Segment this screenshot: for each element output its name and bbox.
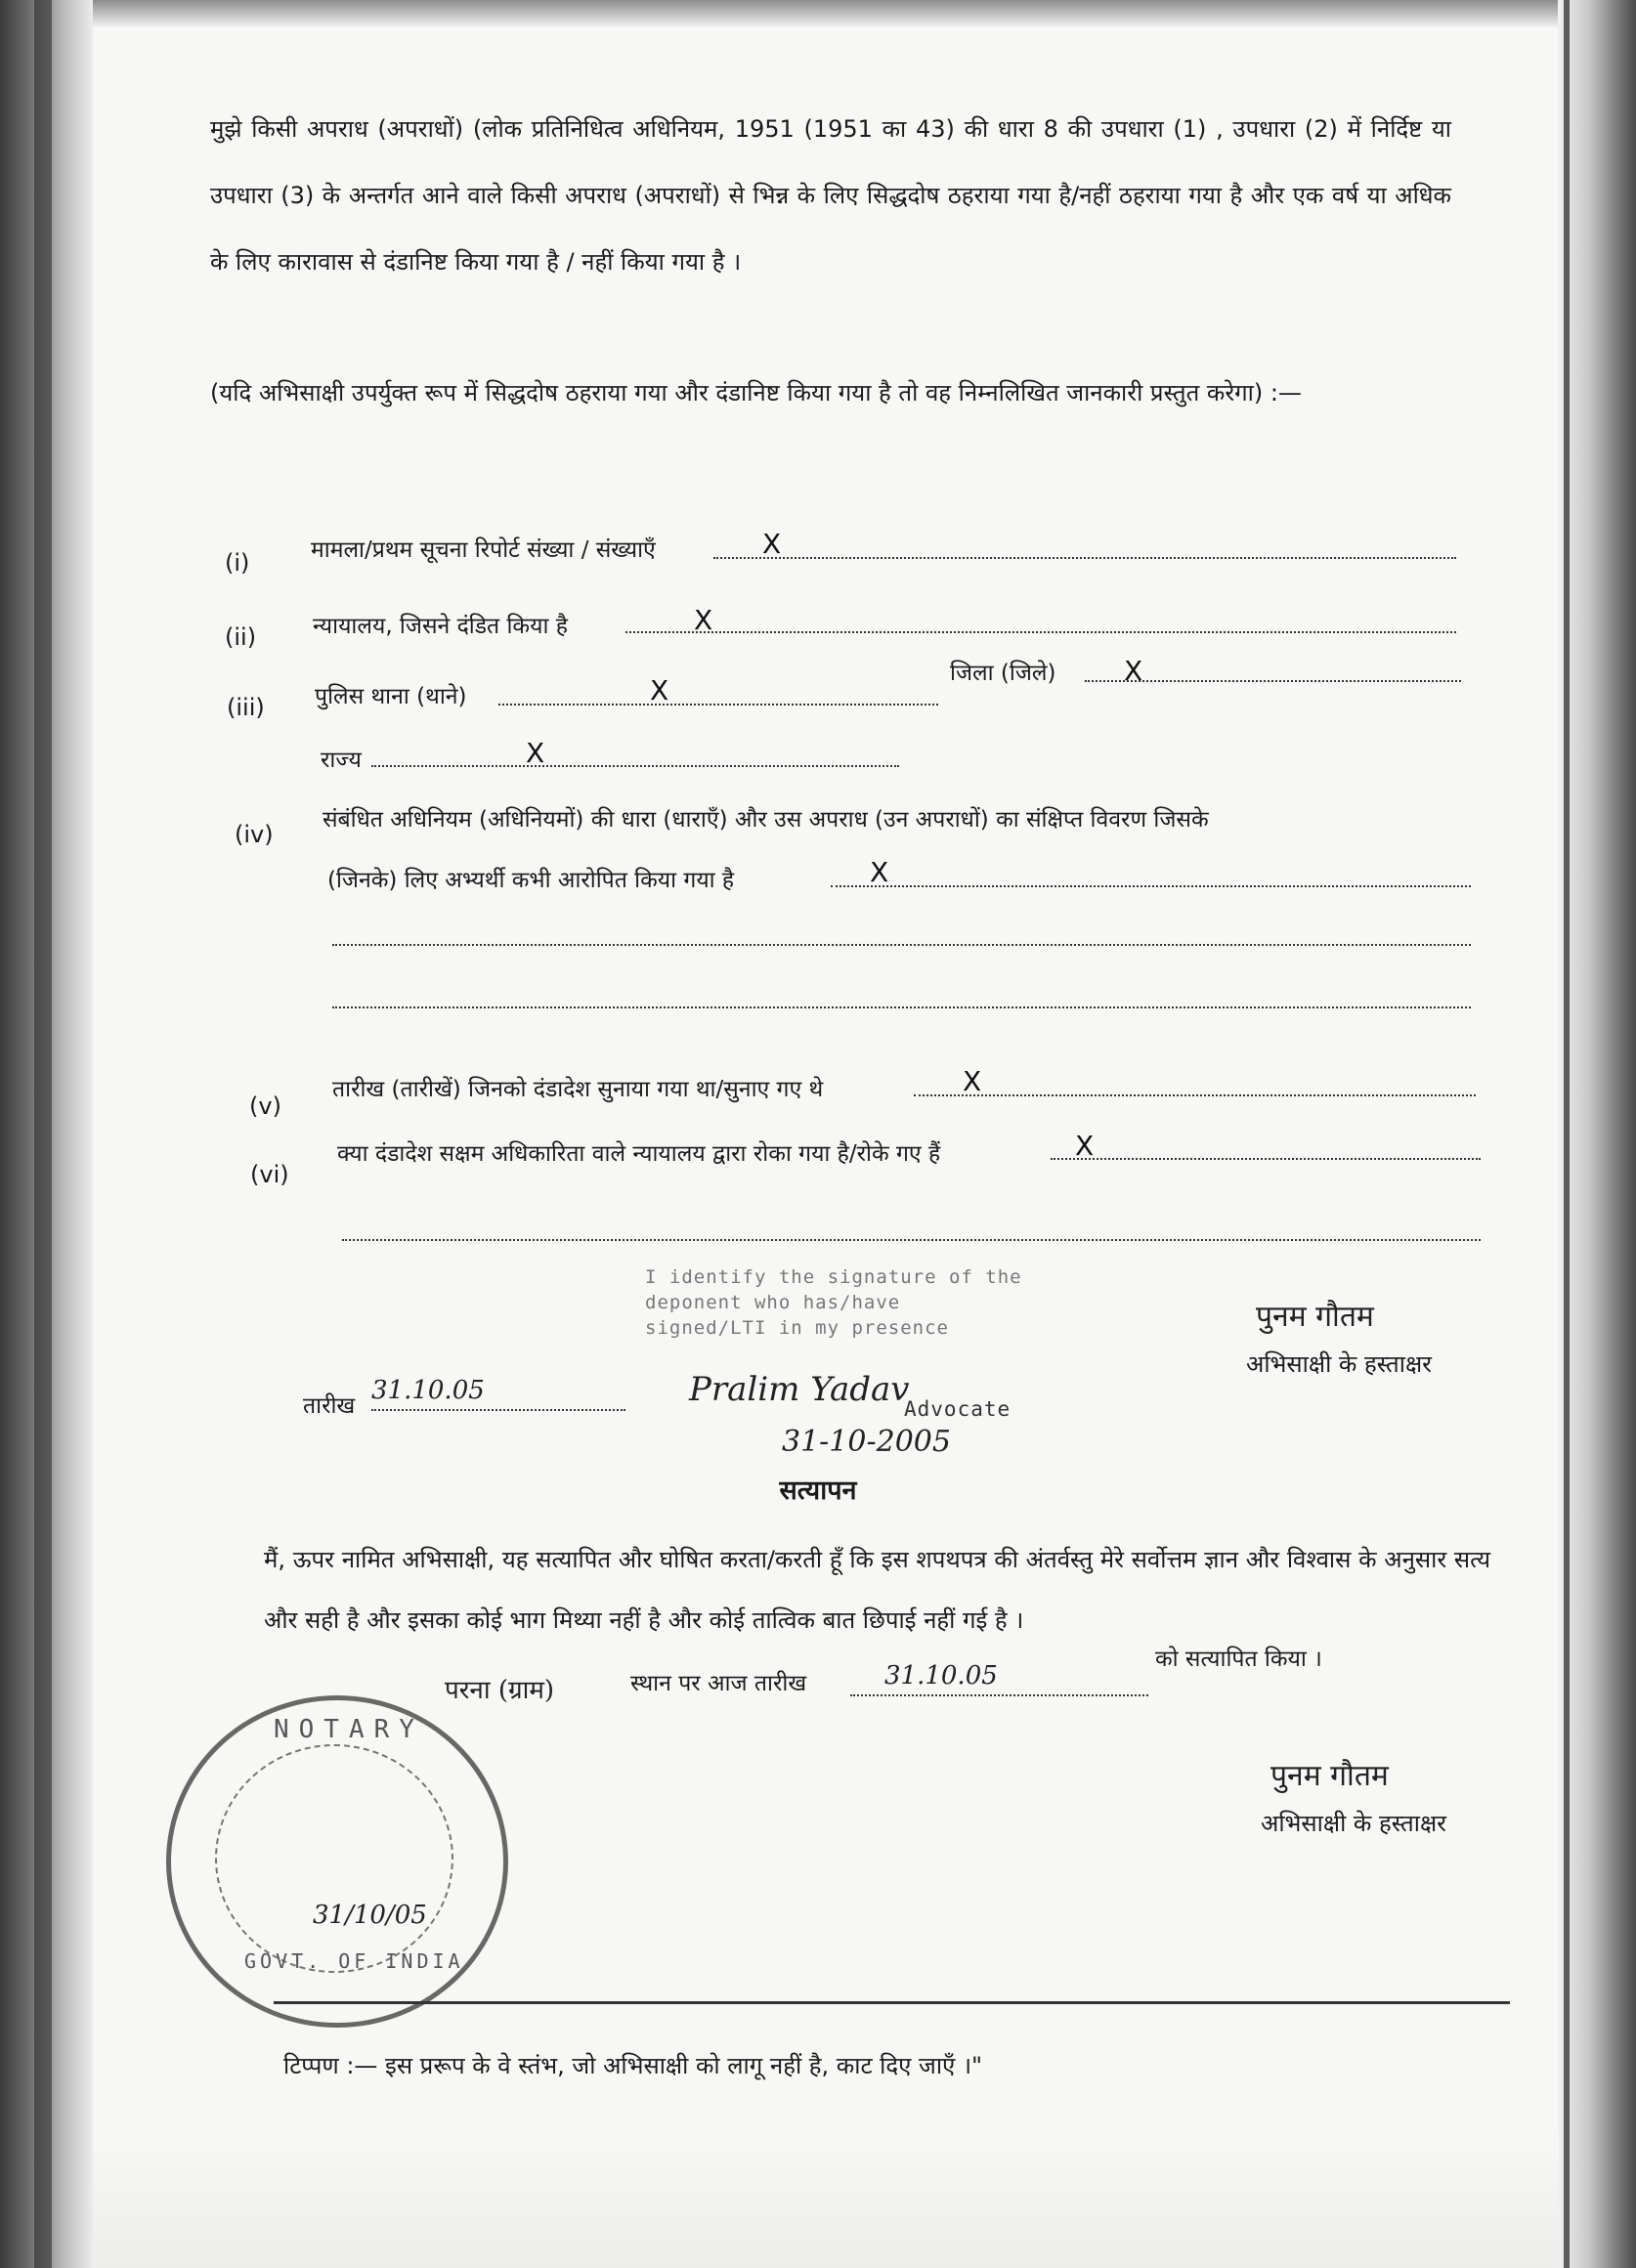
verification-suffix: को सत्यापित किया । [1155, 1647, 1322, 1672]
item-v-cross: X [963, 1065, 982, 1097]
advocate-title: Advocate [904, 1397, 1012, 1421]
footer-rule [274, 2001, 1510, 2004]
verification-text: मैं, ऊपर नामित अभिसाक्षी, यह सत्यापित और घोषित करता/करती हूँ कि इस शपथपत्र की अंतर्वस्तु मेरे सर्वोत्तम ज्ञान और विश्वास के अनुसार सत्य और सही है और इसका कोई भाग मिथ्या नहीं है और कोई तात्विक बात छिपाई नहीं गई है । [264, 1546, 1490, 1634]
bottom-shade [93, 2131, 1559, 2268]
item-vi-line [1051, 1158, 1481, 1160]
item-v-number: (v) [249, 1092, 281, 1120]
deponent-signature-2: पुनम गौतम [1270, 1759, 1389, 1793]
item-vi-number: (vi) [250, 1161, 289, 1188]
item-iv-cross: X [870, 856, 889, 888]
item-iii-state-line [371, 765, 899, 767]
item-v-line [914, 1094, 1476, 1096]
scan-left-edge [0, 0, 93, 2268]
date-line [371, 1409, 625, 1411]
notary-seal [166, 1695, 508, 2028]
date-label: तारीख [303, 1393, 356, 1419]
notary-seal-date: 31/10/05 [313, 1901, 427, 1930]
item-i-number: (i) [225, 549, 250, 577]
item-iii-state-cross: X [526, 737, 545, 769]
item-v-label: तारीख (तारीखें) जिनको दंडादेश सुनाया गया था/सुनाए गए थे [332, 1077, 824, 1102]
verification-date: 31.10.05 [884, 1661, 998, 1690]
item-iv-line1: संबंधित अधिनियम (अधिनियमों) की धारा (धाराएँ) और उस अपराध (उन अपराधों) का संक्षिप्त विवरण जिसके [323, 807, 1209, 833]
identify-line-2: deponent who has/have [645, 1292, 901, 1313]
advocate-date: 31-10-2005 [782, 1425, 951, 1459]
item-iv-line2: (जिनके) लिए अभ्यर्थी कभी आरोपित किया गया है [327, 868, 735, 893]
scan-top-shadow [93, 0, 1559, 27]
item-iv-number: (iv) [235, 821, 274, 848]
item-iii-line [498, 704, 938, 706]
item-i-label: मामला/प्रथम सूचना रिपोर्ट संख्या / संख्याएँ [311, 537, 656, 563]
item-iv-extra-line-1 [332, 944, 1471, 946]
item-iii-label: पुलिस थाना (थाने) [315, 684, 467, 709]
identify-line-1: I identify the signature of the [645, 1266, 1022, 1288]
date-value: 31.10.05 [371, 1376, 485, 1405]
item-vi-cross: X [1075, 1130, 1095, 1162]
notary-seal-top: NOTARY [274, 1715, 424, 1744]
item-iv-line [831, 885, 1471, 887]
item-ii-label: न्यायालय, जिसने दंडित किया है [313, 614, 568, 639]
item-ii-line [625, 631, 1456, 633]
verification-place: परना (ग्राम) [445, 1676, 555, 1705]
verification-date-line [850, 1694, 1148, 1696]
advocate-signature: Pralim Yadav [689, 1370, 910, 1409]
item-iii-district-label: जिला (जिले) [950, 661, 1056, 686]
item-iii-state-label: राज्य [321, 748, 362, 773]
verification-place-text: स्थान पर आज तारीख [630, 1671, 807, 1696]
item-vi-label: क्या दंडादेश सक्षम अधिकारिता वाले न्यायालय द्वारा रोका गया है/रोके गए हैं [337, 1141, 941, 1167]
paragraph-conviction: मुझे किसी अपराध (अपराधों) (लोक प्रतिनिधित्व अधिनियम, 1951 (1951 का 43) की धारा 8 की उपधारा (1) , उपधारा (2) में निर्दिष्ट या उपधारा (3) के अन्तर्गत आने वाले किसी अपराध (अपराधों) से भिन्न के लिए सिद्धदोष ठहराया गया है/नहीं ठहराया गया है और एक वर्ष या अधिक के लिए कारावास से दंडानिष्ट किया गया है / नहीं किया गया है । [210, 115, 1451, 276]
deponent-signature-1-label: अभिसाक्षी के हस्ताक्षर [1246, 1350, 1432, 1378]
item-iii-district-cross: X [1124, 655, 1143, 687]
verification-heading: सत्यापन [779, 1476, 857, 1506]
identify-line-3: signed/LTI in my presence [645, 1317, 949, 1339]
paragraph-instruction: (यदि अभिसाक्षी उपर्युक्त रूप में सिद्धदोष ठहराया गया और दंडानिष्ट किया गया है तो वह निम्नलिखित जानकारी प्रस्तुत करेगा) :— [210, 379, 1302, 407]
item-vi-extra-line [342, 1239, 1481, 1241]
notary-seal-bottom: GOVT. OF INDIA [244, 1949, 464, 1973]
item-iii-number: (iii) [227, 694, 265, 721]
item-iv-extra-line-2 [332, 1006, 1471, 1008]
item-ii-cross: X [694, 604, 713, 636]
deponent-signature-1: पुनम गौतम [1256, 1300, 1374, 1334]
item-iii-cross: X [650, 674, 669, 706]
footer-note: टिप्पण :— इस प्ररूप के वे स्तंभ, जो अभिसाक्षी को लागू नहीं है, काट दिए जाएँ ।" [283, 2052, 983, 2079]
item-i-cross: X [762, 528, 782, 560]
item-ii-number: (ii) [225, 623, 257, 651]
scan-right-edge [1558, 0, 1636, 2268]
deponent-signature-2-label: अभिसाक्षी के हस्ताक्षर [1261, 1810, 1446, 1837]
item-i-line [713, 557, 1456, 559]
